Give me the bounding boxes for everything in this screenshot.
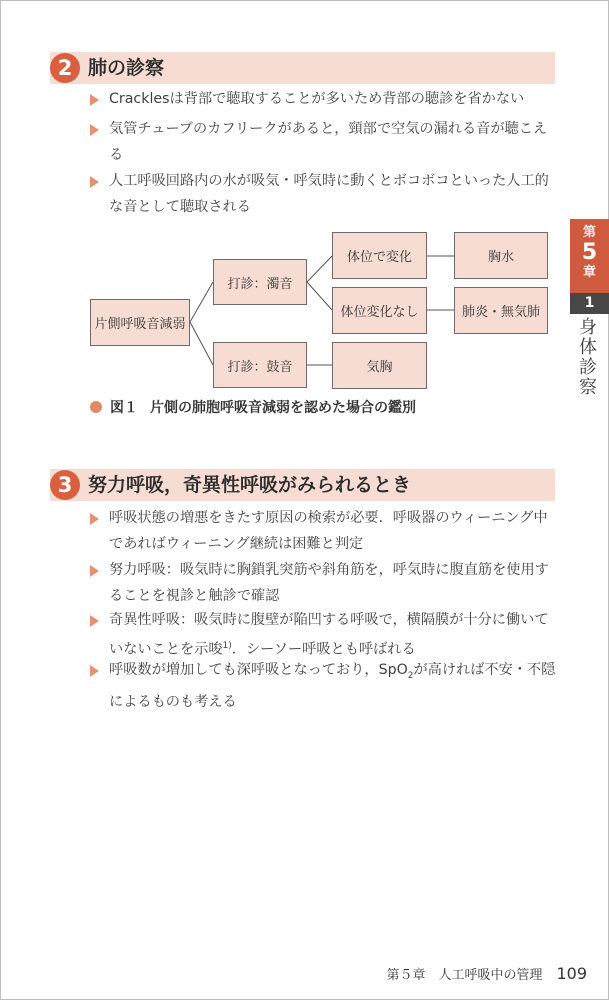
chapter-prefix: 第 <box>582 225 596 240</box>
figure-caption <box>90 397 416 417</box>
section-number-badge: 3 <box>50 470 80 500</box>
footer-chapter-title: 第５章 人工呼吸中の管理 <box>386 968 543 983</box>
page-footer <box>386 964 587 983</box>
node-unilateral-decreased-breath-sounds: 片側呼吸音減弱 <box>90 299 190 346</box>
section-title: 肺の診察 <box>88 57 165 79</box>
bullet-text: Cracklesは背部で聴取することが多いため背部の聴診を省かない <box>109 91 525 107</box>
triangle-bullet-icon <box>90 615 99 627</box>
bullet-text-continued: が高ければ不安・不隠によるものも考える <box>109 662 556 710</box>
chapter-number: 5 <box>581 240 598 265</box>
triangle-bullet-icon <box>90 513 99 525</box>
bullet-item <box>90 505 560 557</box>
bullet-text: 呼吸数が増加しても深呼吸となっており，SpO <box>109 662 408 678</box>
bullet-item <box>90 607 560 663</box>
figure-number: 図１ <box>110 400 138 416</box>
section-number-tab: 1 <box>570 293 609 314</box>
section-title: 努力呼吸，奇異性呼吸がみられるとき <box>88 474 412 496</box>
triangle-bullet-icon <box>90 565 99 577</box>
section-title-vertical: 身体診察 <box>579 317 597 398</box>
bullet-text: 奇異性呼吸：吸気時に腹壁が陥凹する呼吸で，横隔膜が十分に働いていないことを示唆 <box>109 612 549 658</box>
node-percussion-dull: 打診：濁音 <box>213 259 307 305</box>
bullet-text: 努力呼吸：吸気時に胸鎖乳突筋や斜角筋を，呼気時に腹直筋を使用することを視診と触診で確認 <box>109 562 549 604</box>
bullet-text-continued: ．シーソー呼吸とも呼ばれる <box>231 641 416 658</box>
node-percussion-tympanic: 打診：鼓音 <box>213 342 307 388</box>
node-no-position-change: 体位変化なし <box>332 287 427 334</box>
bullet-item <box>90 657 560 715</box>
section-3-heading <box>50 469 555 501</box>
reference-marker: 1) <box>222 641 232 651</box>
node-position-change: 体位で変化 <box>332 232 427 279</box>
chapter-suffix: 章 <box>582 265 596 280</box>
section-number-badge: 2 <box>50 53 80 83</box>
bullet-text: 気管チューブのカフリークがあると，頸部で空気の漏れる音が聴こえる <box>109 121 548 163</box>
chapter-tab <box>570 219 609 293</box>
node-pneumonia-atelectasis: 肺炎・無気肺 <box>454 287 548 334</box>
circle-bullet-icon <box>90 401 102 413</box>
bullet-text: 呼吸状態の増悪をきたす原因の検索が必要．呼吸器のウィーニング中であればウィーニング継続は困難と判定 <box>109 510 548 552</box>
figure-caption-text: 片側の肺胞呼吸音減弱を認めた場合の鑑別 <box>150 400 416 416</box>
bullet-item <box>90 557 560 609</box>
node-pneumothorax: 気胸 <box>332 342 427 389</box>
bullet-text: 人工呼吸回路内の水が吸気・呼気時に動くとボコボコといった人工的な音として聴取される <box>109 173 549 215</box>
triangle-bullet-icon <box>90 665 99 677</box>
page-number: 109 <box>556 964 587 983</box>
node-pleural-effusion: 胸水 <box>454 232 548 279</box>
subscript-2: 2 <box>407 670 414 681</box>
